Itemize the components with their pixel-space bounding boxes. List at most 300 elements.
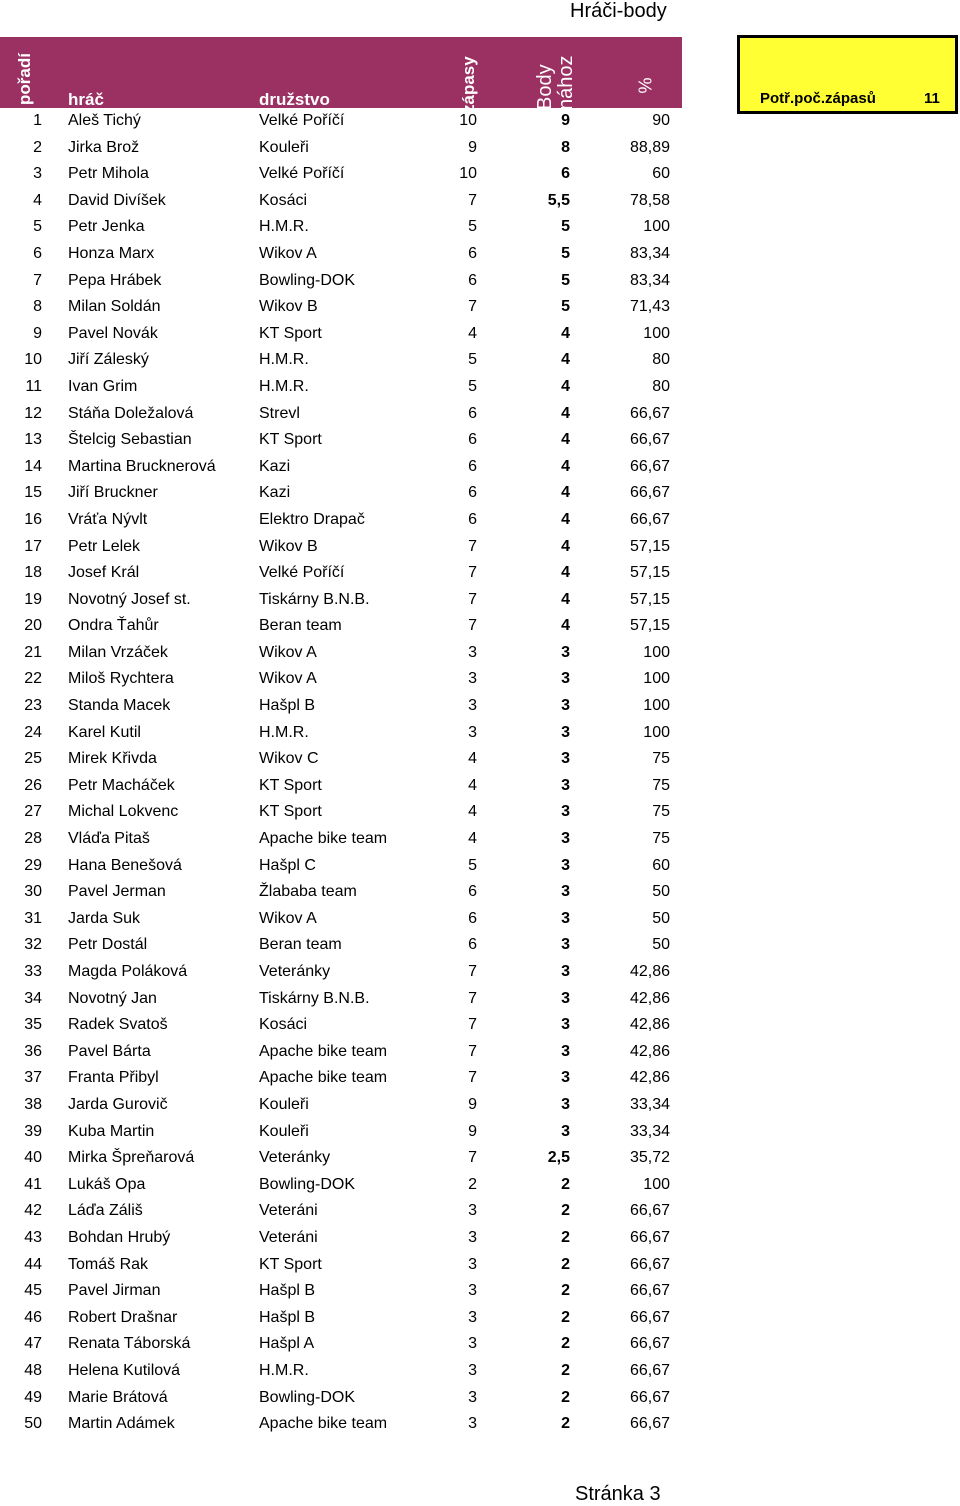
- table-row: [0, 188, 682, 215]
- team-cell: Hašpl B: [259, 1282, 316, 1300]
- team-cell: Beran team: [259, 936, 342, 954]
- player-cell: Petr Macháček: [68, 776, 175, 794]
- percent-cell: 80: [652, 377, 670, 395]
- table-row: [0, 879, 682, 906]
- points-cell: 8: [561, 138, 570, 156]
- team-cell: KT Sport: [259, 1255, 322, 1273]
- rank-cell: 40: [24, 1149, 42, 1167]
- percent-cell: 42,86: [629, 989, 670, 1007]
- rank-cell: 8: [33, 298, 42, 316]
- games-cell: 2: [468, 1175, 477, 1193]
- games-cell: 4: [468, 776, 477, 794]
- games-cell: 6: [468, 457, 477, 475]
- player-cell: Vráťa Nývlt: [68, 510, 148, 528]
- points-cell: 2: [561, 1335, 570, 1353]
- page-title: Hráči-body: [570, 0, 667, 22]
- team-cell: Elektro Drapač: [259, 510, 365, 528]
- team-cell: H.M.R.: [259, 377, 309, 395]
- games-cell: 3: [468, 1361, 477, 1379]
- games-cell: 3: [468, 1388, 477, 1406]
- table-row: [0, 268, 682, 295]
- player-cell: Bohdan Hrubý: [68, 1228, 171, 1246]
- team-cell: H.M.R.: [259, 1361, 309, 1379]
- team-cell: Žlababa team: [259, 883, 357, 901]
- header-points-line1: Body: [534, 64, 556, 110]
- percent-cell: 71,43: [629, 298, 670, 316]
- table-row: [0, 1198, 682, 1225]
- team-cell: Bowling-DOK: [259, 1388, 356, 1406]
- games-cell: 3: [468, 1282, 477, 1300]
- player-cell: Pavel Jirman: [68, 1282, 161, 1300]
- player-cell: Kuba Martin: [68, 1122, 155, 1140]
- table-row: [0, 1092, 682, 1119]
- points-cell: 4: [561, 484, 570, 502]
- percent-cell: 42,86: [629, 1016, 670, 1034]
- table-row: [0, 853, 682, 880]
- rank-cell: 27: [24, 803, 42, 821]
- points-cell: 3: [561, 909, 570, 927]
- percent-cell: 90: [652, 112, 670, 129]
- rank-cell: 3: [33, 165, 42, 183]
- team-cell: Veteránky: [259, 1149, 331, 1167]
- header-team: družstvo: [259, 90, 330, 109]
- games-cell: 10: [459, 112, 477, 129]
- table-row: [0, 534, 682, 561]
- player-cell: Štelcig Sebastian: [68, 431, 192, 449]
- table-row: [0, 1145, 682, 1172]
- table-row: [0, 1012, 682, 1039]
- points-cell: 2: [561, 1361, 570, 1379]
- points-cell: 3: [561, 856, 570, 874]
- percent-cell: 83,34: [629, 271, 670, 289]
- team-cell: Tiskárny B.N.B.: [259, 989, 370, 1007]
- rank-cell: 16: [24, 510, 42, 528]
- player-cell: Martin Adámek: [68, 1415, 175, 1433]
- percent-cell: 66,67: [629, 1282, 670, 1300]
- team-cell: Wikov A: [259, 643, 317, 661]
- rank-cell: 45: [24, 1282, 42, 1300]
- points-cell: 3: [561, 776, 570, 794]
- percent-cell: 66,67: [629, 1335, 670, 1353]
- points-cell: 2: [561, 1255, 570, 1273]
- page-footer: Stránka 3: [575, 1483, 661, 1505]
- player-cell: Lukáš Opa: [68, 1175, 146, 1193]
- table-row: [0, 135, 682, 162]
- table-row: [0, 1305, 682, 1332]
- points-cell: 5,5: [547, 191, 570, 209]
- games-cell: 7: [468, 1069, 477, 1087]
- percent-cell: 88,89: [629, 138, 670, 156]
- points-cell: 5: [561, 271, 570, 289]
- table-row: [0, 746, 682, 773]
- games-cell: 3: [468, 670, 477, 688]
- games-cell: 7: [468, 989, 477, 1007]
- points-cell: 9: [561, 112, 570, 129]
- points-cell: 2,5: [547, 1149, 570, 1167]
- rank-cell: 15: [24, 484, 42, 502]
- table-row: [0, 1225, 682, 1252]
- percent-cell: 60: [652, 856, 670, 874]
- table-row: [0, 374, 682, 401]
- games-cell: 4: [468, 803, 477, 821]
- percent-cell: 83,34: [629, 244, 670, 262]
- table-row: [0, 108, 682, 135]
- player-cell: David Divíšek: [68, 191, 166, 209]
- player-cell: Michal Lokvenc: [68, 803, 179, 821]
- team-cell: KT Sport: [259, 324, 322, 342]
- percent-cell: 66,67: [629, 510, 670, 528]
- rank-cell: 1: [33, 112, 42, 129]
- team-cell: Veteránky: [259, 963, 331, 980]
- player-cell: Novotný Josef st.: [68, 590, 191, 608]
- team-cell: Apache bike team: [259, 830, 388, 848]
- rank-cell: 23: [24, 697, 42, 715]
- rank-cell: 5: [33, 218, 42, 236]
- points-cell: 3: [561, 1122, 570, 1140]
- rank-cell: 33: [24, 963, 42, 980]
- points-cell: 3: [561, 697, 570, 715]
- percent-cell: 66,67: [629, 1228, 670, 1246]
- rank-cell: 20: [24, 617, 42, 635]
- rank-cell: 32: [24, 936, 42, 954]
- percent-cell: 57,15: [629, 590, 670, 608]
- games-cell: 7: [468, 1016, 477, 1034]
- table-row: [0, 480, 682, 507]
- table-row: [0, 613, 682, 640]
- table-row: [0, 666, 682, 693]
- percent-cell: 100: [643, 723, 670, 741]
- rank-cell: 6: [33, 244, 42, 262]
- points-cell: 3: [561, 936, 570, 954]
- player-cell: Jarda Gurovič: [68, 1095, 168, 1113]
- rank-cell: 25: [24, 750, 42, 768]
- games-cell: 6: [468, 909, 477, 927]
- player-cell: Ondra Ťahůr: [68, 617, 159, 635]
- player-cell: Pavel Jerman: [68, 883, 166, 901]
- team-cell: Hašpl B: [259, 1308, 316, 1326]
- table-row: [0, 906, 682, 933]
- rank-cell: 43: [24, 1228, 42, 1246]
- points-cell: 4: [561, 564, 570, 582]
- games-cell: 7: [468, 564, 477, 582]
- games-cell: 3: [468, 643, 477, 661]
- points-cell: 5: [561, 298, 570, 316]
- player-cell: Vláďa Pitaš: [68, 830, 150, 848]
- player-cell: Pavel Bárta: [68, 1042, 151, 1060]
- team-cell: Velké Poříčí: [259, 165, 345, 183]
- team-cell: Wikov B: [259, 298, 318, 316]
- required-games-label: Potř.poč.zápasů: [760, 90, 876, 107]
- percent-cell: 80: [652, 351, 670, 369]
- team-cell: Wikov A: [259, 909, 317, 927]
- points-cell: 4: [561, 617, 570, 635]
- games-cell: 7: [468, 537, 477, 555]
- rank-cell: 14: [24, 457, 42, 475]
- percent-cell: 66,67: [629, 1361, 670, 1379]
- games-cell: 6: [468, 244, 477, 262]
- player-cell: Josef Král: [68, 564, 140, 582]
- rank-cell: 7: [33, 271, 42, 289]
- rank-cell: 38: [24, 1095, 42, 1113]
- percent-cell: 66,67: [629, 1308, 670, 1326]
- table-row: [0, 826, 682, 853]
- games-cell: 7: [468, 963, 477, 980]
- points-cell: 3: [561, 1042, 570, 1060]
- player-cell: Magda Poláková: [68, 963, 188, 980]
- team-cell: Kouleři: [259, 138, 309, 156]
- table-body: [0, 108, 682, 1438]
- rank-cell: 22: [24, 670, 42, 688]
- games-cell: 9: [468, 1122, 477, 1140]
- points-cell: 2: [561, 1282, 570, 1300]
- points-cell: 3: [561, 643, 570, 661]
- games-cell: 6: [468, 431, 477, 449]
- percent-cell: 57,15: [629, 564, 670, 582]
- rank-cell: 10: [24, 351, 42, 369]
- table-row: [0, 161, 682, 188]
- table-row: [0, 321, 682, 348]
- team-cell: H.M.R.: [259, 723, 309, 741]
- header-player: hráč: [68, 90, 104, 109]
- table-row: [0, 1331, 682, 1358]
- player-cell: Miloš Rychtera: [68, 670, 174, 688]
- team-cell: Kosáci: [259, 1016, 308, 1034]
- player-cell: Karel Kutil: [68, 723, 141, 741]
- percent-cell: 66,67: [629, 457, 670, 475]
- rank-cell: 21: [24, 643, 42, 661]
- table-row: [0, 693, 682, 720]
- player-cell: Hana Benešová: [68, 856, 182, 874]
- player-cell: Renata Táborská: [68, 1335, 191, 1353]
- team-cell: Beran team: [259, 617, 342, 635]
- games-cell: 3: [468, 1228, 477, 1246]
- games-cell: 6: [468, 484, 477, 502]
- percent-cell: 100: [643, 670, 670, 688]
- table-row: [0, 427, 682, 454]
- header-games-label: zápasy: [459, 56, 478, 113]
- player-cell: Pepa Hrábek: [68, 271, 162, 289]
- points-cell: 4: [561, 537, 570, 555]
- rank-cell: 36: [24, 1042, 42, 1060]
- percent-cell: 66,67: [629, 484, 670, 502]
- games-cell: 10: [459, 165, 477, 183]
- points-cell: 3: [561, 723, 570, 741]
- table-row: [0, 773, 682, 800]
- table-row: [0, 1358, 682, 1385]
- header-points-label: [535, 56, 577, 111]
- header-points-line2: nához: [555, 55, 577, 110]
- percent-cell: 50: [652, 883, 670, 901]
- points-cell: 2: [561, 1202, 570, 1220]
- games-cell: 3: [468, 1255, 477, 1273]
- table-row: [0, 560, 682, 587]
- games-cell: 4: [468, 750, 477, 768]
- header-percent: %: [635, 77, 656, 94]
- rank-cell: 48: [24, 1361, 42, 1379]
- percent-cell: 66,67: [629, 431, 670, 449]
- player-cell: Petr Jenka: [68, 218, 145, 236]
- rank-cell: 13: [24, 431, 42, 449]
- table-row: [0, 507, 682, 534]
- rank-cell: 46: [24, 1308, 42, 1326]
- table-row: [0, 1385, 682, 1412]
- player-cell: Tomáš Rak: [68, 1255, 149, 1273]
- player-cell: Mirek Křivda: [68, 750, 157, 768]
- points-cell: 3: [561, 989, 570, 1007]
- team-cell: H.M.R.: [259, 351, 309, 369]
- table-row: [0, 214, 682, 241]
- table-row: [0, 959, 682, 986]
- points-cell: 3: [561, 1095, 570, 1113]
- table-row: [0, 1278, 682, 1305]
- team-cell: Veteráni: [259, 1228, 318, 1246]
- rank-cell: 2: [33, 138, 42, 156]
- games-cell: 6: [468, 271, 477, 289]
- points-cell: 6: [561, 165, 570, 183]
- points-cell: 4: [561, 457, 570, 475]
- rank-cell: 9: [33, 324, 42, 342]
- points-cell: 5: [561, 244, 570, 262]
- games-cell: 3: [468, 1415, 477, 1433]
- table-row: [0, 241, 682, 268]
- rank-cell: 11: [25, 377, 42, 395]
- points-cell: 3: [561, 750, 570, 768]
- player-cell: Franta Přibyl: [68, 1069, 159, 1087]
- team-cell: Kouleři: [259, 1095, 309, 1113]
- player-cell: Jirka Brož: [68, 138, 140, 156]
- team-cell: Apache bike team: [259, 1042, 388, 1060]
- percent-cell: 75: [652, 750, 670, 768]
- player-cell: Marie Brátová: [68, 1388, 168, 1406]
- points-cell: 2: [561, 1308, 570, 1326]
- player-cell: Petr Dostál: [68, 936, 148, 954]
- team-cell: Tiskárny B.N.B.: [259, 590, 370, 608]
- rank-cell: 17: [24, 537, 42, 555]
- table-row: [0, 720, 682, 747]
- rank-cell: 39: [24, 1122, 42, 1140]
- games-cell: 5: [468, 377, 477, 395]
- table-row: [0, 1411, 682, 1438]
- table-row: [0, 986, 682, 1013]
- team-cell: Veteráni: [259, 1202, 318, 1220]
- games-cell: 4: [468, 324, 477, 342]
- points-cell: 3: [561, 670, 570, 688]
- table-row: [0, 294, 682, 321]
- percent-cell: 50: [652, 909, 670, 927]
- team-cell: Hašpl A: [259, 1335, 315, 1353]
- games-cell: 3: [468, 723, 477, 741]
- player-cell: Mirka Špreňarová: [68, 1149, 195, 1167]
- rank-cell: 41: [24, 1175, 42, 1193]
- team-cell: KT Sport: [259, 803, 322, 821]
- team-cell: Hašpl B: [259, 697, 316, 715]
- player-cell: Jiří Bruckner: [68, 484, 158, 502]
- points-cell: 4: [561, 377, 570, 395]
- percent-cell: 42,86: [629, 963, 670, 980]
- games-cell: 6: [468, 510, 477, 528]
- percent-cell: 100: [643, 643, 670, 661]
- rank-cell: 30: [24, 883, 42, 901]
- percent-cell: 66,67: [629, 1255, 670, 1273]
- team-cell: Kosáci: [259, 191, 308, 209]
- player-cell: Jarda Suk: [68, 909, 141, 927]
- games-cell: 9: [468, 1095, 477, 1113]
- percent-cell: 100: [643, 697, 670, 715]
- rank-cell: 24: [24, 723, 42, 741]
- table-row: [0, 454, 682, 481]
- percent-cell: 75: [652, 830, 670, 848]
- percent-cell: 50: [652, 936, 670, 954]
- games-cell: 5: [468, 351, 477, 369]
- team-cell: Apache bike team: [259, 1069, 388, 1087]
- percent-cell: 57,15: [629, 617, 670, 635]
- player-cell: Martina Brucknerová: [68, 457, 216, 475]
- points-cell: 2: [561, 1388, 570, 1406]
- team-cell: H.M.R.: [259, 218, 309, 236]
- points-cell: 3: [561, 883, 570, 901]
- rank-cell: 47: [24, 1335, 42, 1353]
- player-cell: Ivan Grim: [68, 377, 138, 395]
- games-cell: 5: [468, 856, 477, 874]
- percent-cell: 66,67: [629, 1388, 670, 1406]
- table-row: [0, 932, 682, 959]
- percent-cell: 75: [652, 776, 670, 794]
- games-cell: 7: [468, 590, 477, 608]
- points-cell: 3: [561, 830, 570, 848]
- percent-cell: 35,72: [629, 1149, 670, 1167]
- table-row: [0, 401, 682, 428]
- games-cell: 7: [468, 298, 477, 316]
- points-cell: 3: [561, 1069, 570, 1087]
- player-cell: Aleš Tichý: [68, 112, 141, 129]
- points-cell: 4: [561, 351, 570, 369]
- table-row: [0, 1119, 682, 1146]
- rank-cell: 44: [24, 1255, 42, 1273]
- percent-cell: 33,34: [629, 1095, 670, 1113]
- header-rank-label: pořadí: [15, 53, 34, 105]
- table-row: [0, 1039, 682, 1066]
- player-cell: Petr Lelek: [68, 537, 141, 555]
- rank-cell: 50: [24, 1415, 42, 1433]
- team-cell: Kazi: [259, 457, 291, 475]
- points-cell: 4: [561, 431, 570, 449]
- team-cell: Velké Poříčí: [259, 564, 345, 582]
- percent-cell: 75: [652, 803, 670, 821]
- rank-cell: 35: [24, 1016, 42, 1034]
- percent-cell: 57,15: [629, 537, 670, 555]
- team-cell: Kazi: [259, 484, 291, 502]
- rank-cell: 49: [24, 1388, 42, 1406]
- team-cell: Hašpl C: [259, 856, 316, 874]
- games-cell: 3: [468, 1308, 477, 1326]
- percent-cell: 33,34: [629, 1122, 670, 1140]
- points-cell: 2: [561, 1415, 570, 1433]
- percent-cell: 66,67: [629, 404, 670, 422]
- player-cell: Petr Mihola: [68, 165, 149, 183]
- table-row: [0, 1065, 682, 1092]
- percent-cell: 100: [643, 218, 670, 236]
- player-cell: Pavel Novák: [68, 324, 158, 342]
- required-games-box: [737, 35, 958, 114]
- games-cell: 3: [468, 1335, 477, 1353]
- player-cell: Standa Macek: [68, 697, 171, 715]
- rank-cell: 34: [24, 989, 42, 1007]
- team-cell: Kouleři: [259, 1122, 309, 1140]
- percent-cell: 100: [643, 1175, 670, 1193]
- games-cell: 7: [468, 617, 477, 635]
- table-row: [0, 347, 682, 374]
- percent-cell: 78,58: [629, 191, 670, 209]
